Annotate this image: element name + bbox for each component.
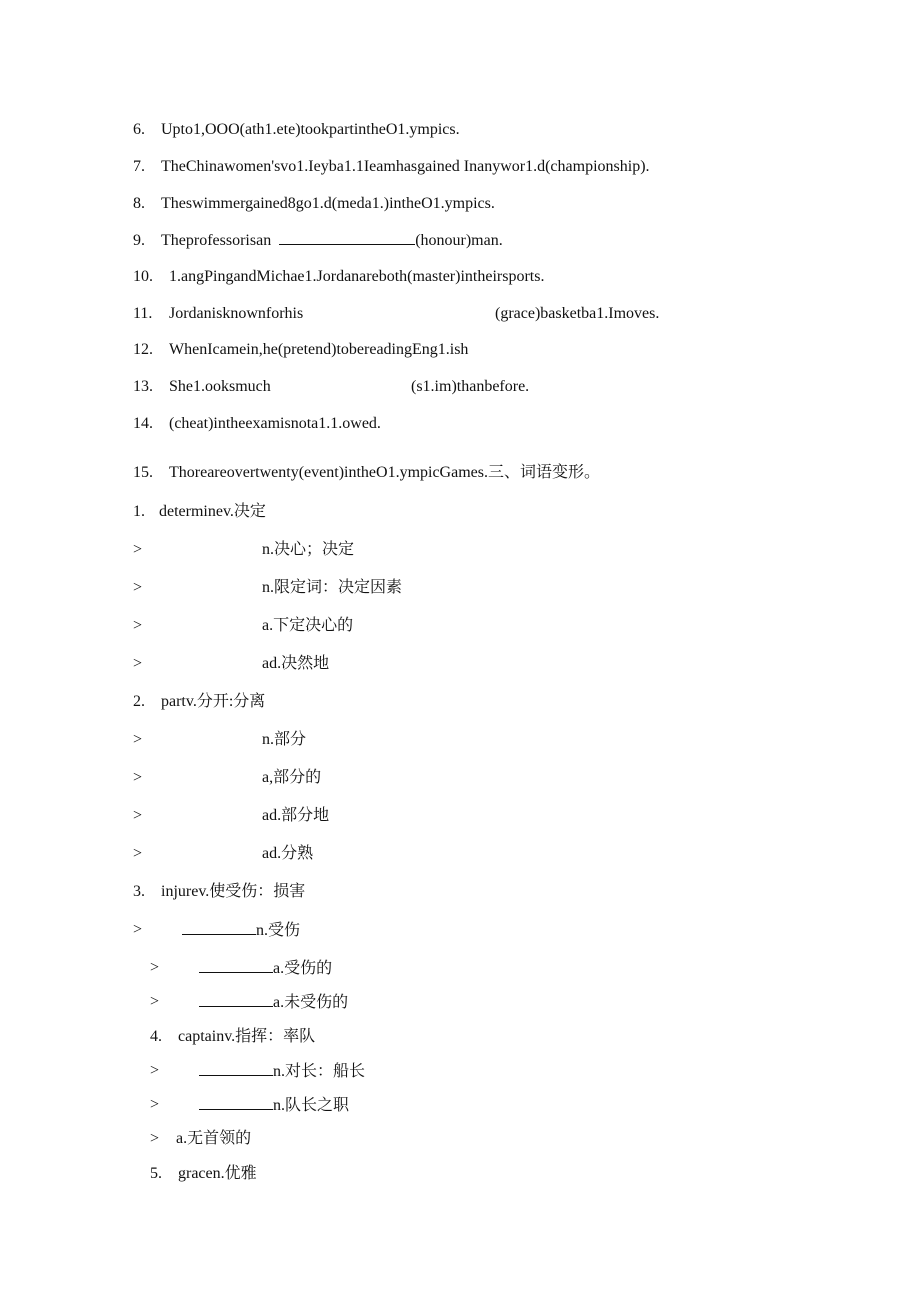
sentence-number: 9. xyxy=(133,232,145,249)
answer-blank[interactable] xyxy=(199,1061,273,1076)
word-form-item: n.决心；决定 xyxy=(262,541,355,558)
word-form-item xyxy=(199,958,332,979)
word-form-item xyxy=(199,992,348,1013)
sentence-number: 14. xyxy=(133,415,153,432)
sentence-15 xyxy=(133,463,600,483)
arrow-icon: > xyxy=(150,1096,160,1113)
arrow-icon: > xyxy=(150,959,160,976)
sentence-number: 8. xyxy=(133,195,145,212)
answer-blank[interactable] xyxy=(199,1095,273,1110)
group-number: 5. xyxy=(150,1165,162,1182)
sentence-7 xyxy=(133,157,650,177)
word-group-1-head xyxy=(133,502,266,522)
arrow-icon: > xyxy=(133,655,143,672)
answer-blank[interactable] xyxy=(199,958,273,973)
arrow-icon: > xyxy=(133,769,143,786)
sentence-text: She1.ooksmuch xyxy=(169,378,271,395)
answer-blank[interactable] xyxy=(182,920,256,935)
word-form-item: a,部分的 xyxy=(262,769,322,786)
word-form-item: n.部分 xyxy=(262,731,307,748)
word-group-3-head xyxy=(133,882,305,902)
group-head-word: gracen.优雅 xyxy=(178,1165,257,1182)
sentence-text: Thoreareovertwenty(event)intheO1.ympicGames.三、词语变形。 xyxy=(169,464,600,481)
word-form-item xyxy=(182,920,300,941)
arrow-icon: > xyxy=(133,617,143,634)
sentence-number: 11. xyxy=(133,305,153,322)
group-head-word: partv.分开:分离 xyxy=(161,693,266,710)
sentence-8 xyxy=(133,194,495,214)
sentence-text: 1.angPingandMichae1.Jordanareboth(master)intheirsports. xyxy=(169,268,545,285)
word-form-item: n.限定词：决定因素 xyxy=(262,579,403,596)
sentence-text: Jordanisknownforhis xyxy=(169,305,304,322)
arrow-icon: > xyxy=(133,807,143,824)
word-form-item xyxy=(199,1095,349,1116)
arrow-icon: > xyxy=(150,993,160,1010)
sentence-9 xyxy=(133,230,503,251)
sentence-11 xyxy=(133,304,660,324)
word-form-item: ad.部分地 xyxy=(262,807,330,824)
group-head-word: captainv.指挥：率队 xyxy=(178,1028,316,1045)
sentence-10 xyxy=(133,267,544,287)
sentence-text: Upto1,OOO(ath1.ete)tookpartintheO1.ympics. xyxy=(161,121,460,138)
sentence-text: WhenIcamein,he(pretend)tobereadingEng1.ish xyxy=(169,341,469,358)
sentence-text: (honour)man. xyxy=(415,232,503,249)
sentence-12 xyxy=(133,340,468,360)
word-form-definition: a.受伤的 xyxy=(273,960,333,977)
sentence-text: Theprofessorisan xyxy=(161,232,276,249)
arrow-icon: > xyxy=(133,921,143,938)
answer-blank[interactable] xyxy=(199,992,273,1007)
word-form-definition: n.队长之职 xyxy=(273,1097,350,1114)
word-group-4-head xyxy=(150,1027,315,1047)
sentence-text: (s1.im)thanbefore. xyxy=(411,378,530,395)
arrow-icon: > xyxy=(133,731,143,748)
word-form-definition: n.受伤 xyxy=(256,922,301,939)
word-form-item: ad.决然地 xyxy=(262,655,330,672)
arrow-icon: > xyxy=(150,1062,160,1079)
group-number: 1. xyxy=(133,503,145,520)
word-form-item: ad.分熟 xyxy=(262,845,314,862)
sentence-number: 12. xyxy=(133,341,153,358)
sentence-14 xyxy=(133,414,381,434)
word-form-item: a.下定决心的 xyxy=(262,617,354,634)
arrow-icon: > xyxy=(133,845,143,862)
group-number: 3. xyxy=(133,883,145,900)
word-group-5-head xyxy=(150,1164,257,1184)
sentence-number: 13. xyxy=(133,378,153,395)
sentence-number: 10. xyxy=(133,268,153,285)
word-form-item: a.无首领的 xyxy=(176,1130,252,1147)
group-number: 2. xyxy=(133,693,145,710)
group-head-word: determinev.决定 xyxy=(159,503,266,520)
sentence-text: (grace)basketba1.Imoves. xyxy=(495,305,660,322)
sentence-number: 7. xyxy=(133,158,145,175)
sentence-number: 15. xyxy=(133,464,153,481)
sentence-6 xyxy=(133,120,460,140)
arrow-icon: > xyxy=(133,541,143,558)
word-form-definition: a.未受伤的 xyxy=(273,994,349,1011)
answer-blank[interactable] xyxy=(279,230,415,245)
sentence-text: Theswimmergained8go1.d(meda1.)intheO1.ympics. xyxy=(161,195,495,212)
group-head-word: injurev.使受伤：损害 xyxy=(161,883,306,900)
group-number: 4. xyxy=(150,1028,162,1045)
arrow-icon: > xyxy=(150,1130,160,1147)
sentence-number: 6. xyxy=(133,121,145,138)
sentence-13 xyxy=(133,377,530,397)
arrow-icon: > xyxy=(133,579,143,596)
word-group-2-head xyxy=(133,692,265,712)
word-form-item xyxy=(199,1061,365,1082)
sentence-text: TheChinawomen'svo1.Ieyba1.1Ieamhasgained Inanywor1.d(championship). xyxy=(161,158,650,175)
word-form-definition: n.对长：船长 xyxy=(273,1063,366,1080)
sentence-text: (cheat)intheexamisnota1.1.owed. xyxy=(169,415,381,432)
